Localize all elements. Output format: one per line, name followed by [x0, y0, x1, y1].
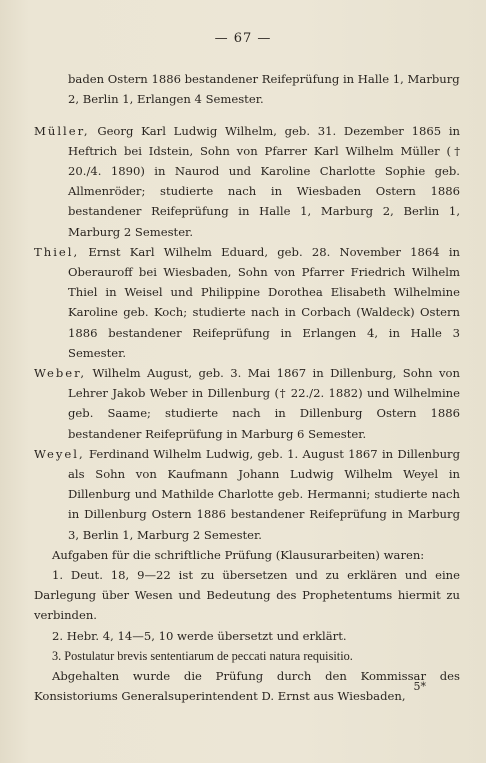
page-number: — 67 — [214, 31, 272, 46]
exam-item-2: 2. Hebr. 4, 14—5, 10 werde übersetzt und erklärt. [52, 628, 347, 643]
entry-mueller [34, 121, 460, 242]
exam-item-3: 3. Postulatur brevis sententiarum de peccati natura requisitio. [52, 648, 353, 663]
exam-item-1: 1. Deut. 18, 9—22 ist zu übersetzen und zu erklären und eine Darlegung über Wesen und Bedeutung des Prophetentums hiermit zu verbinden. [34, 568, 460, 623]
entry-thiel [34, 242, 460, 363]
entry-name: Thiel, [34, 244, 80, 259]
entry-weber [34, 363, 460, 444]
entry-text: Wilhelm August, geb. 3. Mai 1867 in Dillenburg, Sohn von Lehrer Jakob Weber in Dillenburg († 22./2. 1882) und Wilhelmine geb. Saame; studierte nach in Dillenburg Ostern 1886 bestandener Reifeprüfung in Marburg 6 Semester. [68, 366, 461, 441]
exam-closing: Abgehalten wurde die Prüfung durch den Kommissar des Konsistoriums Generalsuperintendent D. Ernst aus Wiesbaden, [34, 669, 460, 704]
signature-mark: 5* [413, 680, 426, 693]
exam-intro: Aufgaben für die schriftliche Prüfung (Klausurarbeiten) waren: [52, 547, 425, 562]
entry-name: Müller, [34, 123, 90, 138]
entry-weyel [34, 444, 460, 545]
entry-name: Weyel, [34, 446, 85, 461]
entry-name: Weber, [34, 366, 87, 381]
continuation-paragraph: baden Ostern 1886 bestandener Reifeprüfung in Halle 1, Marburg 2, Berlin 1, Erlangen 4 Semester. [68, 71, 460, 106]
entry-text: Georg Karl Ludwig Wilhelm, geb. 31. Dezember 1865 in Heftrich bei Idstein, Sohn von Pfarrer Karl Wilhelm Müller († 20./4. 1890) in Naurod und Karoline Charlotte Sophie geb. Allmenröder; studierte nach in Wiesbaden Ostern 1886 bestandener Reifeprüfung in Halle 1, Marburg 2, Berlin 1, Marburg 2 Semester. [68, 123, 460, 239]
entry-text: Ferdinand Wilhelm Ludwig, geb. 1. August 1867 in Dillenburg als Sohn von Kaufmann Johann Ludwig Wilhelm Weyel in Dillenburg und Mathilde Charlotte geb. Hermanni; studierte nach in Dillenburg Ostern 1886 bestandener Reifeprüfung in Marburg 3, Berlin 1, Marburg 2 Semester. [68, 446, 461, 542]
page-body [34, 57, 460, 706]
entry-text: Ernst Karl Wilhelm Eduard, geb. 28. November 1864 in Oberauroff bei Wiesbaden, Sohn von Pfarrer Friedrich Wilhelm Thiel in Weisel und Philippine Dorothea Elisabeth Wilhelmine Karoline geb. Koch; studierte nach in Corbach (Waldeck) Ostern 1886 bestandener Reifeprüfung in Erlangen 4, in Halle 3 Semester. [68, 244, 461, 360]
